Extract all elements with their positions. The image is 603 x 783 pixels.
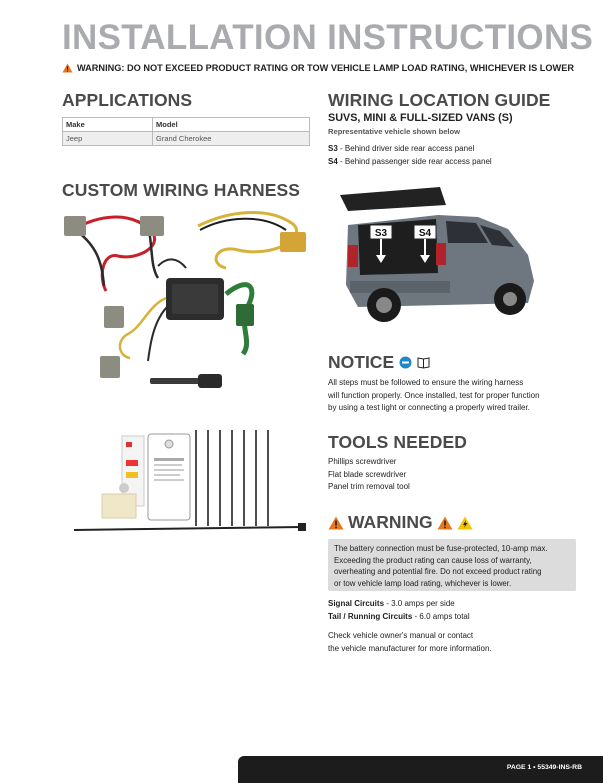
warning-triangle-icon: [62, 63, 73, 73]
notice-line: will function properly. Once installed, test for proper function: [328, 390, 540, 400]
tail-circuits-rating: [328, 611, 470, 624]
list-item: Flat blade screwdriver: [328, 469, 407, 479]
page-title: INSTALLATION INSTRUCTIONS: [62, 18, 594, 57]
location-code: S4: [328, 157, 338, 166]
book-icon: [417, 357, 430, 369]
column-header-model: Model: [153, 118, 310, 132]
page-number: PAGE 1 • 55349-INS-RB: [506, 764, 582, 771]
wiring-guide-subheading: SUVS, MINI & FULL-SIZED VANS (S): [328, 112, 513, 124]
column-header-make: Make: [63, 118, 153, 132]
notice-line: All steps must be followed to ensure the wiring harness: [328, 378, 524, 387]
notice-text: [328, 377, 540, 415]
list-item: Phillips screwdriver: [328, 457, 397, 466]
notice-heading: NOTICE: [328, 352, 395, 372]
wiring-guide-note: Representative vehicle shown below: [328, 127, 461, 136]
location-code: S3: [328, 144, 338, 153]
warning-heading-row: [328, 512, 473, 533]
list-item: Panel trim removal tool: [328, 482, 410, 491]
wiring-harness-image: [58, 206, 320, 402]
photo-label-s3: S3: [374, 228, 388, 239]
hardware-kit-image: [72, 428, 312, 536]
top-warning: [62, 63, 574, 73]
warning-box-line: Exceeding the product rating can cause loss of warranty,: [334, 555, 532, 565]
notice-heading-row: [328, 352, 430, 373]
table-row: [63, 132, 310, 146]
notice-line: by using a test light or connecting a properly wired trailer.: [328, 403, 530, 412]
vehicle-photo: [328, 185, 550, 330]
tools-list: [328, 456, 410, 494]
electric-hazard-icon: [457, 516, 473, 530]
signal-circuits-value: - 3.0 amps per side: [384, 599, 455, 608]
warning-box: [328, 539, 576, 591]
wiring-guide-heading: WIRING LOCATION GUIDE: [328, 90, 551, 110]
location-text: - Behind driver side rear access panel: [337, 144, 475, 153]
tail-circuits-label: Tail / Running Circuits: [328, 611, 413, 621]
cell-model: Grand Cherokee: [153, 132, 310, 146]
table-header-row: [63, 118, 310, 132]
check-manual-text: [328, 630, 492, 655]
location-text: - Behind passenger side rear access panel: [337, 157, 492, 166]
info-icon: [399, 356, 412, 369]
top-warning-text: WARNING: DO NOT EXCEED PRODUCT RATING OR TOW VEHICLE LAMP LOAD RATING, WHICHEVER IS LOWER: [77, 63, 574, 73]
signal-circuits-label: Signal Circuits: [328, 599, 385, 608]
harness-heading: CUSTOM WIRING HARNESS: [62, 180, 301, 200]
signal-circuits-rating: [328, 598, 470, 611]
page-footer: [238, 756, 603, 783]
location-item-s4: [328, 157, 492, 166]
check-line: the vehicle manufacturer for more information.: [328, 643, 492, 653]
location-item-s3: [328, 144, 474, 153]
photo-label-s4: S4: [418, 228, 432, 239]
warning-box-line: The battery connection must be fuse-protected, 10-amp max.: [334, 544, 548, 553]
warning-heading: WARNING: [348, 512, 433, 532]
warning-box-line: or tow vehicle lamp load rating, whichever is lower.: [334, 578, 512, 588]
warning-triangle-icon: [437, 516, 453, 530]
check-line: Check vehicle owner's manual or contact: [328, 631, 474, 640]
cell-make: Jeep: [63, 132, 153, 146]
circuit-ratings: [328, 598, 470, 623]
warning-triangle-icon: [328, 516, 344, 530]
tail-circuits-value: - 6.0 amps total: [412, 611, 470, 621]
applications-heading: APPLICATIONS: [62, 90, 193, 110]
warning-box-line: overheating and potential fire. Do not exceed product rating: [334, 567, 542, 576]
tools-heading: TOOLS NEEDED: [328, 432, 467, 452]
applications-table: [62, 117, 310, 146]
